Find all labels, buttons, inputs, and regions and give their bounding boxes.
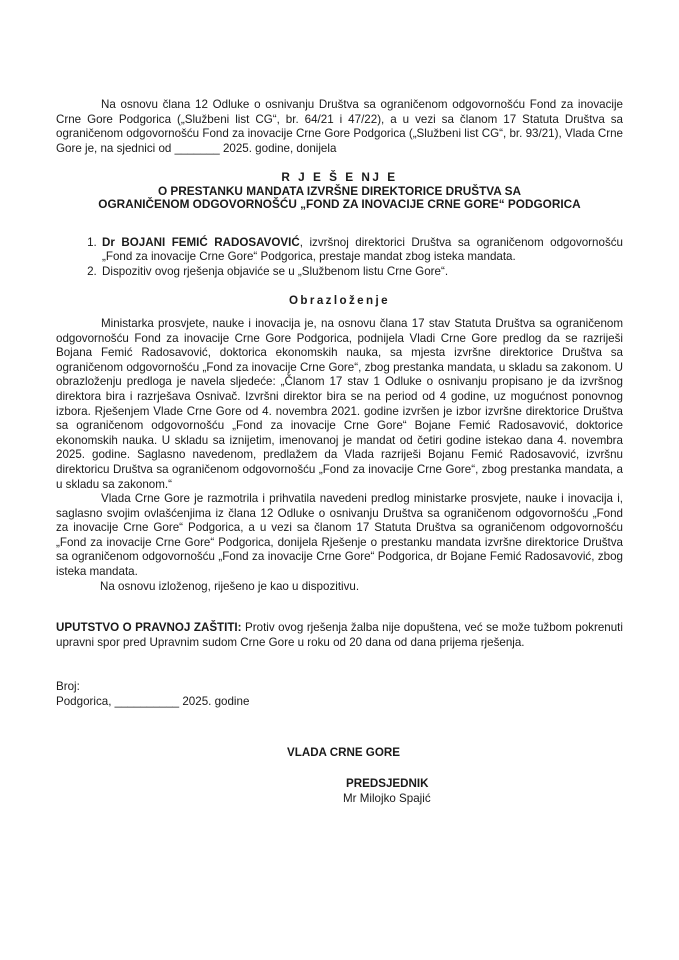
pravna-zastita-label: UPUTSTVO O PRAVNOJ ZAŠTITI: bbox=[56, 621, 242, 635]
preamble: Na osnovu člana 12 Odluke o osnivanju Društva sa ograničenom odgovornošću Fond za inovacije Crne Gore Podgorica („Službeni list CG“, br. 64/21 i 47/22), a u vezi sa članom 17 Statuta Društva sa ograničenom odgovornošću Fond za inovacije Crne Gore Podgorica („Službeni list CG“, br. 93/21), Vlada Crne Gore je, na sjednici od _______ 2025. godine, donijela bbox=[56, 98, 623, 155]
signatory-name: Mr Milojko Spajić bbox=[343, 791, 431, 805]
dispositiv-item-2 bbox=[100, 265, 623, 280]
dispositiv-item-1 bbox=[100, 236, 623, 265]
pravna-zastita bbox=[56, 621, 623, 650]
obrazlozenje-heading: Obrazloženje bbox=[289, 294, 390, 308]
dispositiv-item-2-text: Dispozitiv ovog rješenja objaviće se u „Službenom listu Crne Gore“. bbox=[102, 264, 449, 278]
document-title bbox=[56, 171, 623, 211]
obrazlozenje-paragraph-2: Vlada Crne Gore je razmotrila i prihvatila navedeni predlog ministarke prosvjete, nauke i inovacija i, saglasno svojim ovlašćenjima iz člana 12 Odluke o osnivanju Društva sa ograničenom odgovornošću „Fond za inovacije Crne Gore“ Podgorica, a u vezi sa članom 17 Statuta Društva sa ograničenom odgovornošću „Fond za inovacije Crne Gore“ Podgorica, donijela Rješenje o prestanku mandata izvršne direktorice Društva sa ograničenom odgovornošću „Fond za inovacije Crne Gore“ Podgorica, dr Bojane Femić Radosavović, zbog isteka mandata. bbox=[56, 492, 623, 579]
authority-name: VLADA CRNE GORE bbox=[287, 745, 400, 759]
obrazlozenje-paragraph-1: Ministarka prosvjete, nauke i inovacija je, na osnovu člana 17 stav Statuta Društva sa ograničenom odgovornošću Fond za inovacije Crne Gore Podgorica, podnijela Vladi Crne Gore predlog da se razriješi Bojana Femić Radosavović, doktorica ekonomskih nauka, sa mjesta izvršne direktorice Društva sa ograničenom odgovornošću „Fond za inovacije Crne Gore“, zbog prestanka mandata, u skladu sa zakonom. U obrazloženju predloga je navela sljedeće: „Članom 17 stav 1 Odluke o osnivanju propisano je da izvršnog direktora bira i razrješava Osnivač. Izvršni direktor bira se na period od 4 godine, uz mogućnost ponovnog izbora. Rješenjem Vlade Crne Gore od 4. novembra 2021. godine izvršen je izbor izvršne direktorice Društva sa ograničenom odgovornošću „Fond za inovacije Crne Gore“ Bojane Femić Radosavović, doktorice ekonomskih nauka. U skladu sa iznijetim, imenovanoj je mandat od četiri godine istekao dana 4. novembra 2025. godine. Saglasno navedenom, predlažem da Vlada razriješi Bojanu Femić Radosavović, izvršnu direktoricu Društva sa ograničenom odgovornošću „Fond za inovacije Crne Gore“, zbog prestanka mandata, a u skladu sa zakonom.“ bbox=[56, 316, 623, 491]
dispositiv-list bbox=[56, 236, 623, 280]
title-rjesenje: R J E Š E NJ E bbox=[281, 170, 398, 185]
dispositiv-item-1-name: Dr BOJANI FEMIĆ RADOSAVOVIĆ bbox=[102, 235, 300, 249]
dispositiv-item-1-text: , izvršnoj direktorici Društva sa ograničenom odgovornošću „Fond za inovacije Crne Gore“ Podgorica, prestaje mandat zbog isteka mandata. bbox=[102, 235, 623, 264]
obrazlozenje-paragraph-3: Na osnovu izloženog, riješeno je kao u dispozitivu. bbox=[100, 579, 360, 593]
title-subject-line1: O PRESTANKU MANDATA IZVRŠNE DIREKTORICE DRUŠTVA SA bbox=[157, 183, 522, 198]
pravna-zastita-text: Protiv ovog rješenja žalba nije dopuštena, već se može tužbom pokrenuti upravni spor pred Upravnim sudom Crne Gore u roku od 20 dana od dana prijema rješenja. bbox=[56, 621, 623, 649]
document-page bbox=[56, 98, 623, 806]
signatory-title: PREDSJEDNIK bbox=[346, 777, 429, 791]
place-date: Podgorica, __________ 2025. godine bbox=[56, 695, 250, 709]
broj-label: Broj: bbox=[56, 680, 80, 694]
title-subject-line2: OGRANIČENOM ODGOVORNOŠĆU „FOND ZA INOVACIJE CRNE GORE“ PODGORICA bbox=[98, 197, 581, 212]
